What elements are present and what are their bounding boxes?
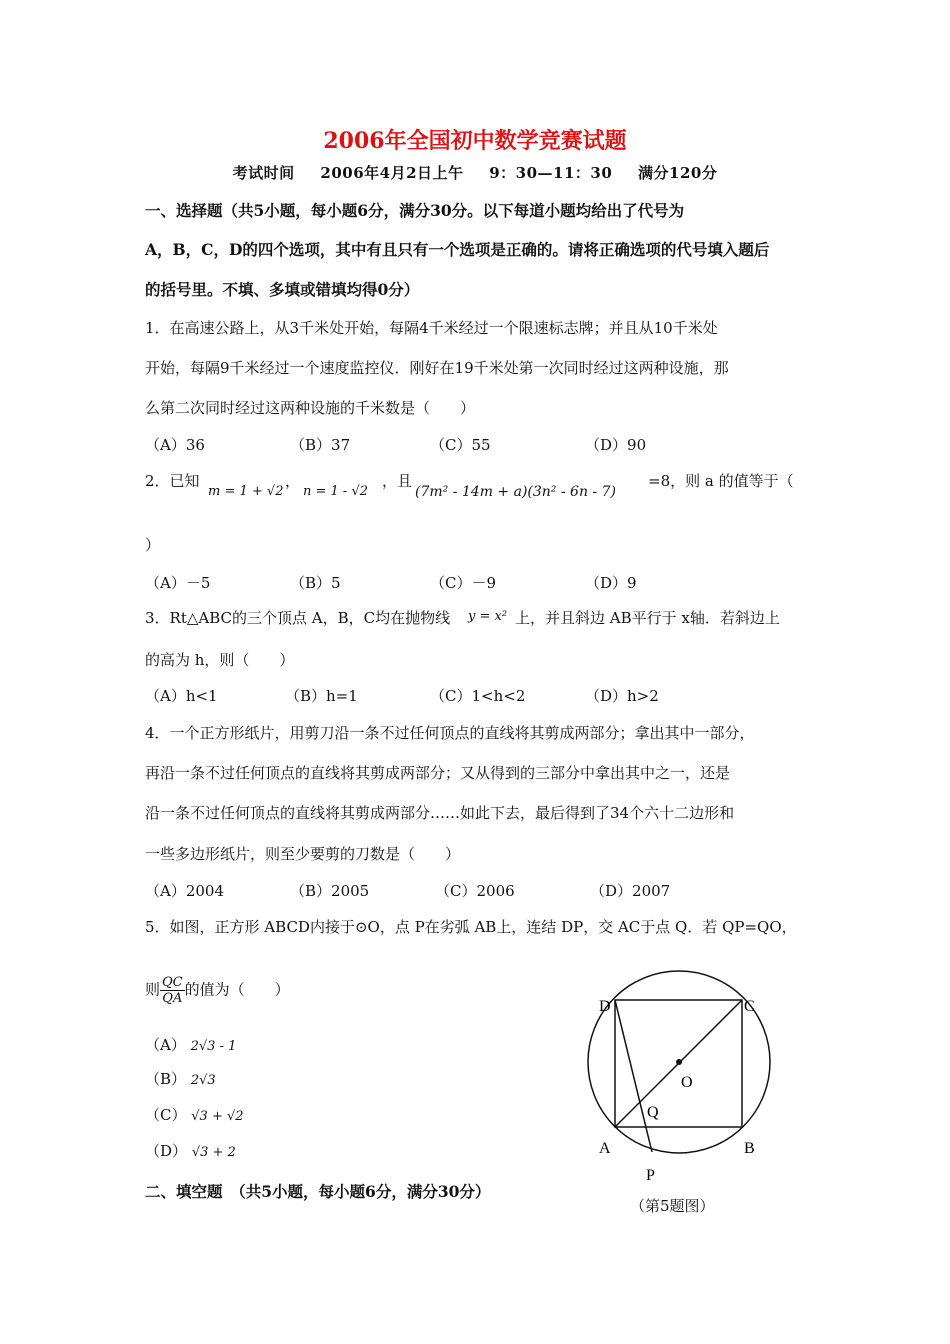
q5-option-d — [145, 1140, 236, 1161]
q5-option-a-expr: 2√3 - 1 — [190, 1039, 237, 1054]
q3-option-c: （C）1<h<2 — [430, 687, 526, 705]
figure-center-point — [676, 1059, 682, 1065]
figure-label-d: D — [599, 998, 611, 1015]
q5-line2-prefix: 则 — [145, 980, 161, 999]
q4-option-b: （B）2005 — [290, 882, 370, 900]
q2-option-b: （B）5 — [290, 574, 341, 592]
q5-option-c — [145, 1104, 244, 1125]
q2-option-c: （C）－9 — [430, 574, 497, 592]
q4-option-d: （D）2007 — [590, 882, 671, 900]
q5-line2-suffix: 的值为（ ） — [184, 980, 290, 999]
q2-option-d: （D）9 — [585, 574, 637, 592]
q5-option-b-expr: 2√3 — [190, 1073, 216, 1088]
q1-option-b: （B）37 — [290, 436, 351, 454]
q5-option-d-label: （D） — [145, 1142, 188, 1160]
q1-option-d: （D）90 — [585, 436, 647, 454]
q3-line2: 的高为 h，则（ ） — [145, 651, 295, 669]
q5-fraction — [160, 975, 185, 1006]
q1-line2: 开始，每隔9千米经过一个速度监控仪．刚好在19千米处第一次同时经过这两种设施，那 — [145, 359, 729, 377]
q3-option-a: （A）h<1 — [145, 687, 218, 705]
exam-time: 9：30—11：30 — [489, 164, 613, 182]
q5-option-a — [145, 1034, 236, 1055]
section1-line3: 的括号里。不填、多填或错填均得0分） — [145, 280, 420, 299]
q3-parabola: y = x² — [468, 609, 508, 624]
figure-label-a: A — [599, 1140, 611, 1157]
q5-figure — [580, 965, 780, 1195]
q5-option-d-expr: √3 + 2 — [191, 1145, 236, 1160]
q3-option-d: （D）h>2 — [585, 687, 659, 705]
q2-option-a: （A）－5 — [145, 574, 211, 592]
q2-m-expr: m = 1 + √2 — [208, 484, 284, 499]
q4-line1: 4．一个正方形纸片，用剪刀沿一条不过任何顶点的直线将其剪成两部分；拿出其中一部分， — [145, 724, 755, 742]
exam-info — [0, 162, 950, 183]
q2-n-expr: n = 1 - √2 — [303, 484, 369, 499]
q5-option-c-expr: √3 + √2 — [191, 1109, 244, 1124]
q1-line1: 1．在高速公路上，从3千米处开始，每隔4千米经过一个限速标志牌；并且从10千米处 — [145, 319, 718, 337]
q1-line3: 么第二次同时经过这两种设施的千米数是（ ） — [145, 399, 476, 417]
page-title: 2006年全国初中数学竞赛试题 — [323, 128, 627, 154]
q2-sep1: ， — [285, 472, 301, 490]
q5-option-b-label: （B） — [145, 1070, 187, 1088]
q4-line2: 再沿一条不过任何顶点的直线将其剪成两部分；又从得到的三部分中拿出其中之一，还是 — [145, 764, 731, 782]
q2-prefix: 2．已知 — [145, 472, 200, 490]
q5-frac-num: QC — [162, 975, 183, 990]
figure-line-dp — [615, 1000, 652, 1152]
q5-option-a-label: （A） — [145, 1036, 186, 1054]
figure-caption: （第5题图） — [630, 1197, 715, 1215]
q1-option-a: （A）36 — [145, 436, 205, 454]
figure-label-c: C — [744, 998, 755, 1015]
figure-label-q: Q — [647, 1104, 659, 1121]
figure-label-b: B — [744, 1140, 755, 1157]
q4-option-c: （C）2006 — [435, 882, 515, 900]
exam-date: 2006年4月2日上午 — [320, 164, 464, 182]
q4-option-a: （A）2004 — [145, 882, 225, 900]
q5-line1: 5．如图，正方形 ABCD内接于⊙O，点 P在劣弧 AB上，连结 DP，交 AC于点 Q．若 QP=QO， — [145, 918, 797, 936]
q3-line1-b: 上，并且斜边 AB平行于 x轴．若斜边上 — [515, 609, 780, 627]
q3-line1-a: 3．Rt△ABC的三个顶点 A，B，C均在抛物线 — [145, 609, 451, 627]
q5-line2 — [145, 975, 290, 1006]
q1-option-c: （C）55 — [430, 436, 491, 454]
section1-line2: A，B，C，D的四个选项，其中有且只有一个选项是正确的。请将正确选项的代号填入题后 — [145, 240, 770, 259]
q4-line4: 一些多边形纸片，则至少要剪的刀数是（ ） — [145, 845, 461, 863]
figure-label-o: O — [681, 1074, 693, 1091]
section2-line1: 二、填空题 （共5小题，每小题6分，满分30分） — [145, 1182, 491, 1201]
q5-option-b — [145, 1068, 216, 1089]
q5-option-c-label: （C） — [145, 1106, 187, 1124]
q2-main-expr: (7m² - 14m + a)(3n² - 6n - 7) — [415, 484, 616, 500]
section1-line1: 一、选择题（共5小题，每小题6分，满分30分。以下每道小题均给出了代号为 — [145, 201, 685, 220]
figure-label-p: P — [646, 1167, 655, 1184]
q2-suffix: =8，则 a 的值等于（ — [648, 472, 794, 490]
q2-sep2: ，且 — [382, 472, 413, 490]
exam-time-label: 考试时间 — [232, 164, 295, 182]
exam-score: 满分120分 — [638, 164, 718, 182]
q4-line3: 沿一条不过任何顶点的直线将其剪成两部分……如此下去，最后得到了34个六十二边形和 — [145, 804, 735, 822]
q5-frac-den: QA — [162, 991, 183, 1006]
q2-close: ） — [145, 536, 161, 554]
q3-option-b: （B）h=1 — [285, 687, 358, 705]
